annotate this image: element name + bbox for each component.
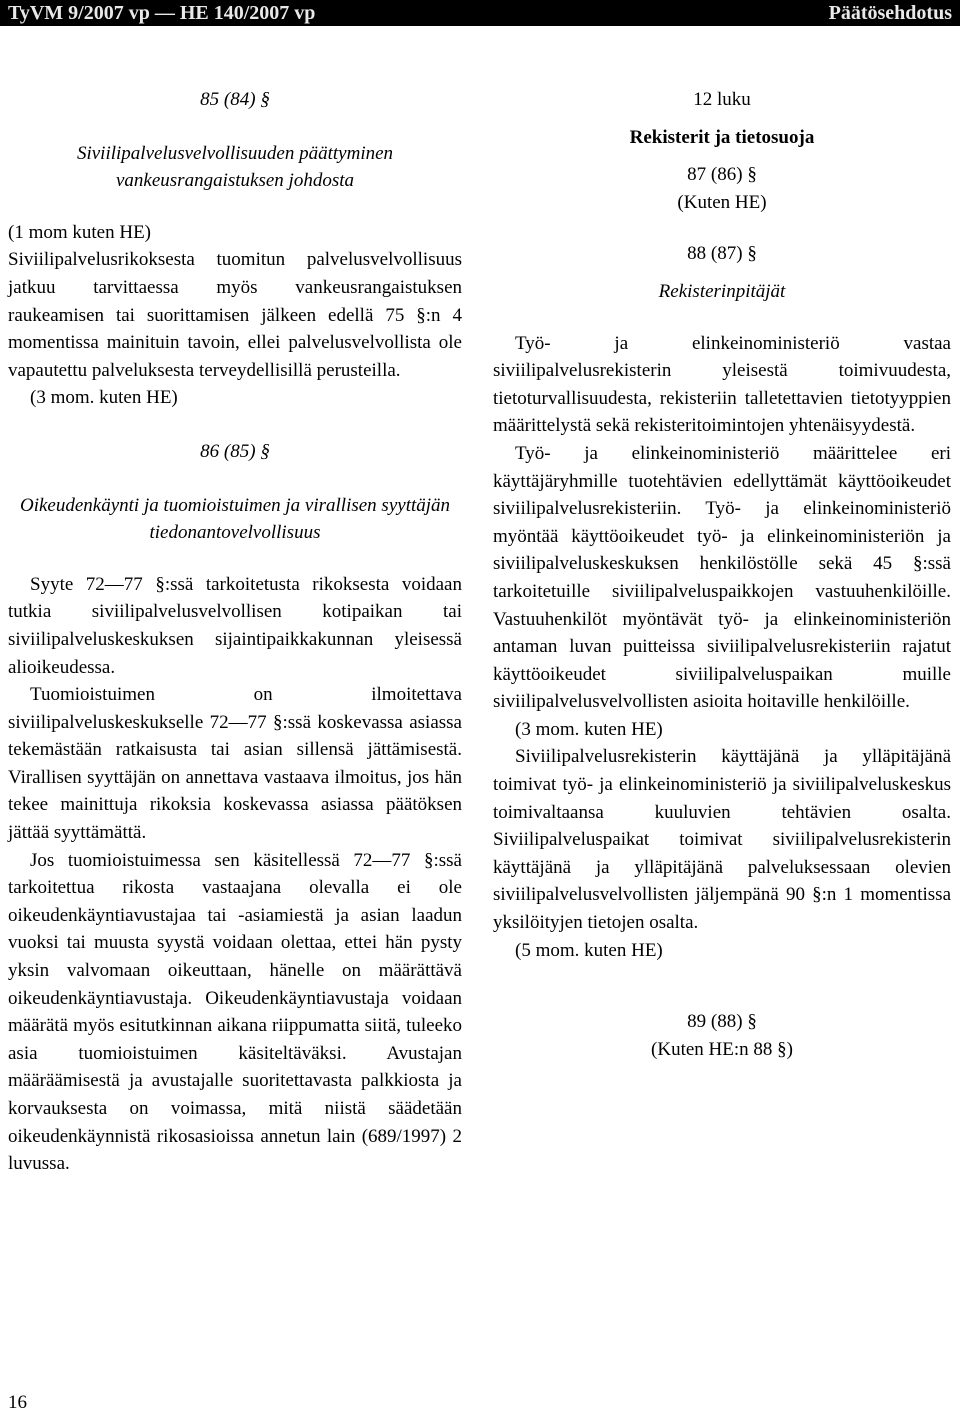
section-86-title: Oikeudenkäynti ja tuomioistuimen ja virallisen syyttäjän tiedonantovelvollisuus bbox=[19, 494, 451, 544]
section-86-heading: 86 (85) § bbox=[200, 440, 270, 462]
header-document-id: TyVM 9/2007 vp — HE 140/2007 vp bbox=[8, 2, 316, 24]
section-88-mom3: (3 mom. kuten HE) bbox=[515, 718, 663, 740]
section-88-title: Rekisterinpitäjät bbox=[658, 280, 786, 302]
section-85-mom1-label: (1 mom kuten HE) bbox=[8, 221, 152, 243]
section-86-paragraph-2: Tuomioistuimen on ilmoitettava siviilipalveluskeskukselle 72—77 §:ssä koskevassa asiassa tekemästään ratkaisusta tai asian sillensä jättämisestä. Virallisen syyttäjän on annettava vastaava ilmoitus, jos hän tekee mainittuja rikoksia koskevassa asiassa päätöksen jättää syyttämättä. bbox=[8, 684, 462, 844]
section-88-paragraph-1: Työ- ja elinkeinoministeriö vastaa siviilipalvelusrekisterin yleisestä toimivuudesta, tietoturvallisuudesta, rekisteriin talletettavien tietotyyppien määrittelystä sekä rekisteritoimintojen yhtenäisyydestä. bbox=[493, 332, 951, 437]
page-header bbox=[0, 0, 960, 26]
section-85-mom3: (3 mom. kuten HE) bbox=[30, 387, 178, 409]
left-column bbox=[8, 86, 462, 1178]
header-section-title: Päätösehdotus bbox=[828, 2, 952, 24]
chapter-number: 12 luku bbox=[693, 89, 751, 110]
section-85-heading: 85 (84) § bbox=[200, 89, 270, 110]
section-86-paragraph-3: Jos tuomioistuimessa sen käsitellessä 72—77 §:ssä tarkoitettua rikosta vastaajana olevalla ei ole oikeudenkäyntiavustajaa tai -asiamiestä ja asian laadun vuoksi tai muusta syystä voidaan olettaa, ettei hän pysty yksin valvomaan oikeuttaan, hänelle on määrättävä oikeudenkäyntiavustaja. Oikeudenkäyntiavustaja voidaan määrätä myös esitutkinnan aikana riippumatta siitä, tuleeko asia tuomioistuimen käsiteltäväksi. Avustajan määräämisestä ja avustajalle suoritettavasta palkkiosta ja korvauksesta on voimassa, mitä niistä säädetään oikeudenkäynnistä rikosasioissa annetun lain (689/1997) 2 luvussa. bbox=[8, 849, 462, 1175]
section-89-heading: 89 (88) § bbox=[687, 1011, 757, 1033]
page-number: 16 bbox=[8, 1392, 27, 1413]
section-87-heading: 87 (86) § bbox=[687, 164, 757, 186]
right-column bbox=[493, 86, 951, 1063]
chapter-title: Rekisterit ja tietosuoja bbox=[629, 126, 815, 148]
section-86-paragraph-1: Syyte 72—77 §:ssä tarkoitetusta rikoksesta voidaan tutkia siviilipalvelusvelvollisen kotipaikan tai siviilipalveluskeskuksen sijaintipaikkakunnan yleisessä alioikeudessa. bbox=[8, 573, 462, 678]
section-88-heading: 88 (87) § bbox=[687, 243, 757, 265]
section-88-paragraph-4: Siviilipalvelusrekisterin käyttäjänä ja ylläpitäjänä toimivat työ- ja elinkeinoministeriö ja siviilipalveluskeskus toimivaltaansa kuuluvien tehtävien osalta. Siviilipalveluspaikat toimivat siviilipalvelusrekisterin käyttäjänä ja ylläpitäjänä palveluksessaan olevien siviilipalvelusvelvollisten jäljempänä 90 §:n 1 momentissa yksilöityjen tietojen osalta. bbox=[493, 746, 951, 934]
section-85-title: Siviilipalvelusvelvollisuuden päättyminen vankeusrangaistuksen johdosta bbox=[76, 142, 394, 192]
section-87-note: (Kuten HE) bbox=[677, 191, 767, 213]
section-88-paragraph-2: Työ- ja elinkeinoministeriö määrittelee eri käyttäjäryhmille tuotehtävien edellyttämät käyttöoikeudet siviilipalvelusrekisteriin. Työ- ja elinkeinoministeriö myöntää käyttöoikeudet työ- ja elinkeinoministeriön ja siviilipalveluskeskuksen henkilöstölle sekä 45 §:ssä tarkoitetuille siviilipalveluspaikkojen vastuuhenkilöille. Vastuuhenkilöt myöntävät työ- ja elinkeinoministeriön antaman luvan puitteissa siviilipalvelusrekisteriin rajatut käyttöoikeudet siviilipalveluspaikan muille siviilipalvelusvelvollisten asioita hoitaville henkilöille. bbox=[493, 442, 951, 713]
section-89-note: (Kuten HE:n 88 §) bbox=[651, 1038, 793, 1060]
section-85-body: Siviilipalvelusrikoksesta tuomitun palvelusvelvollisuus jatkuu tarvittaessa myös vankeusrangaistuksen raukeamisen tai suorittamisen jälkeen edellä 75 §:n 4 momentissa mainituin tavoin, ellei palvelusvelvollista ole vapautettu palveluksesta terveydellisillä perusteilla. bbox=[8, 249, 462, 381]
section-88-mom5: (5 mom. kuten HE) bbox=[515, 939, 663, 961]
